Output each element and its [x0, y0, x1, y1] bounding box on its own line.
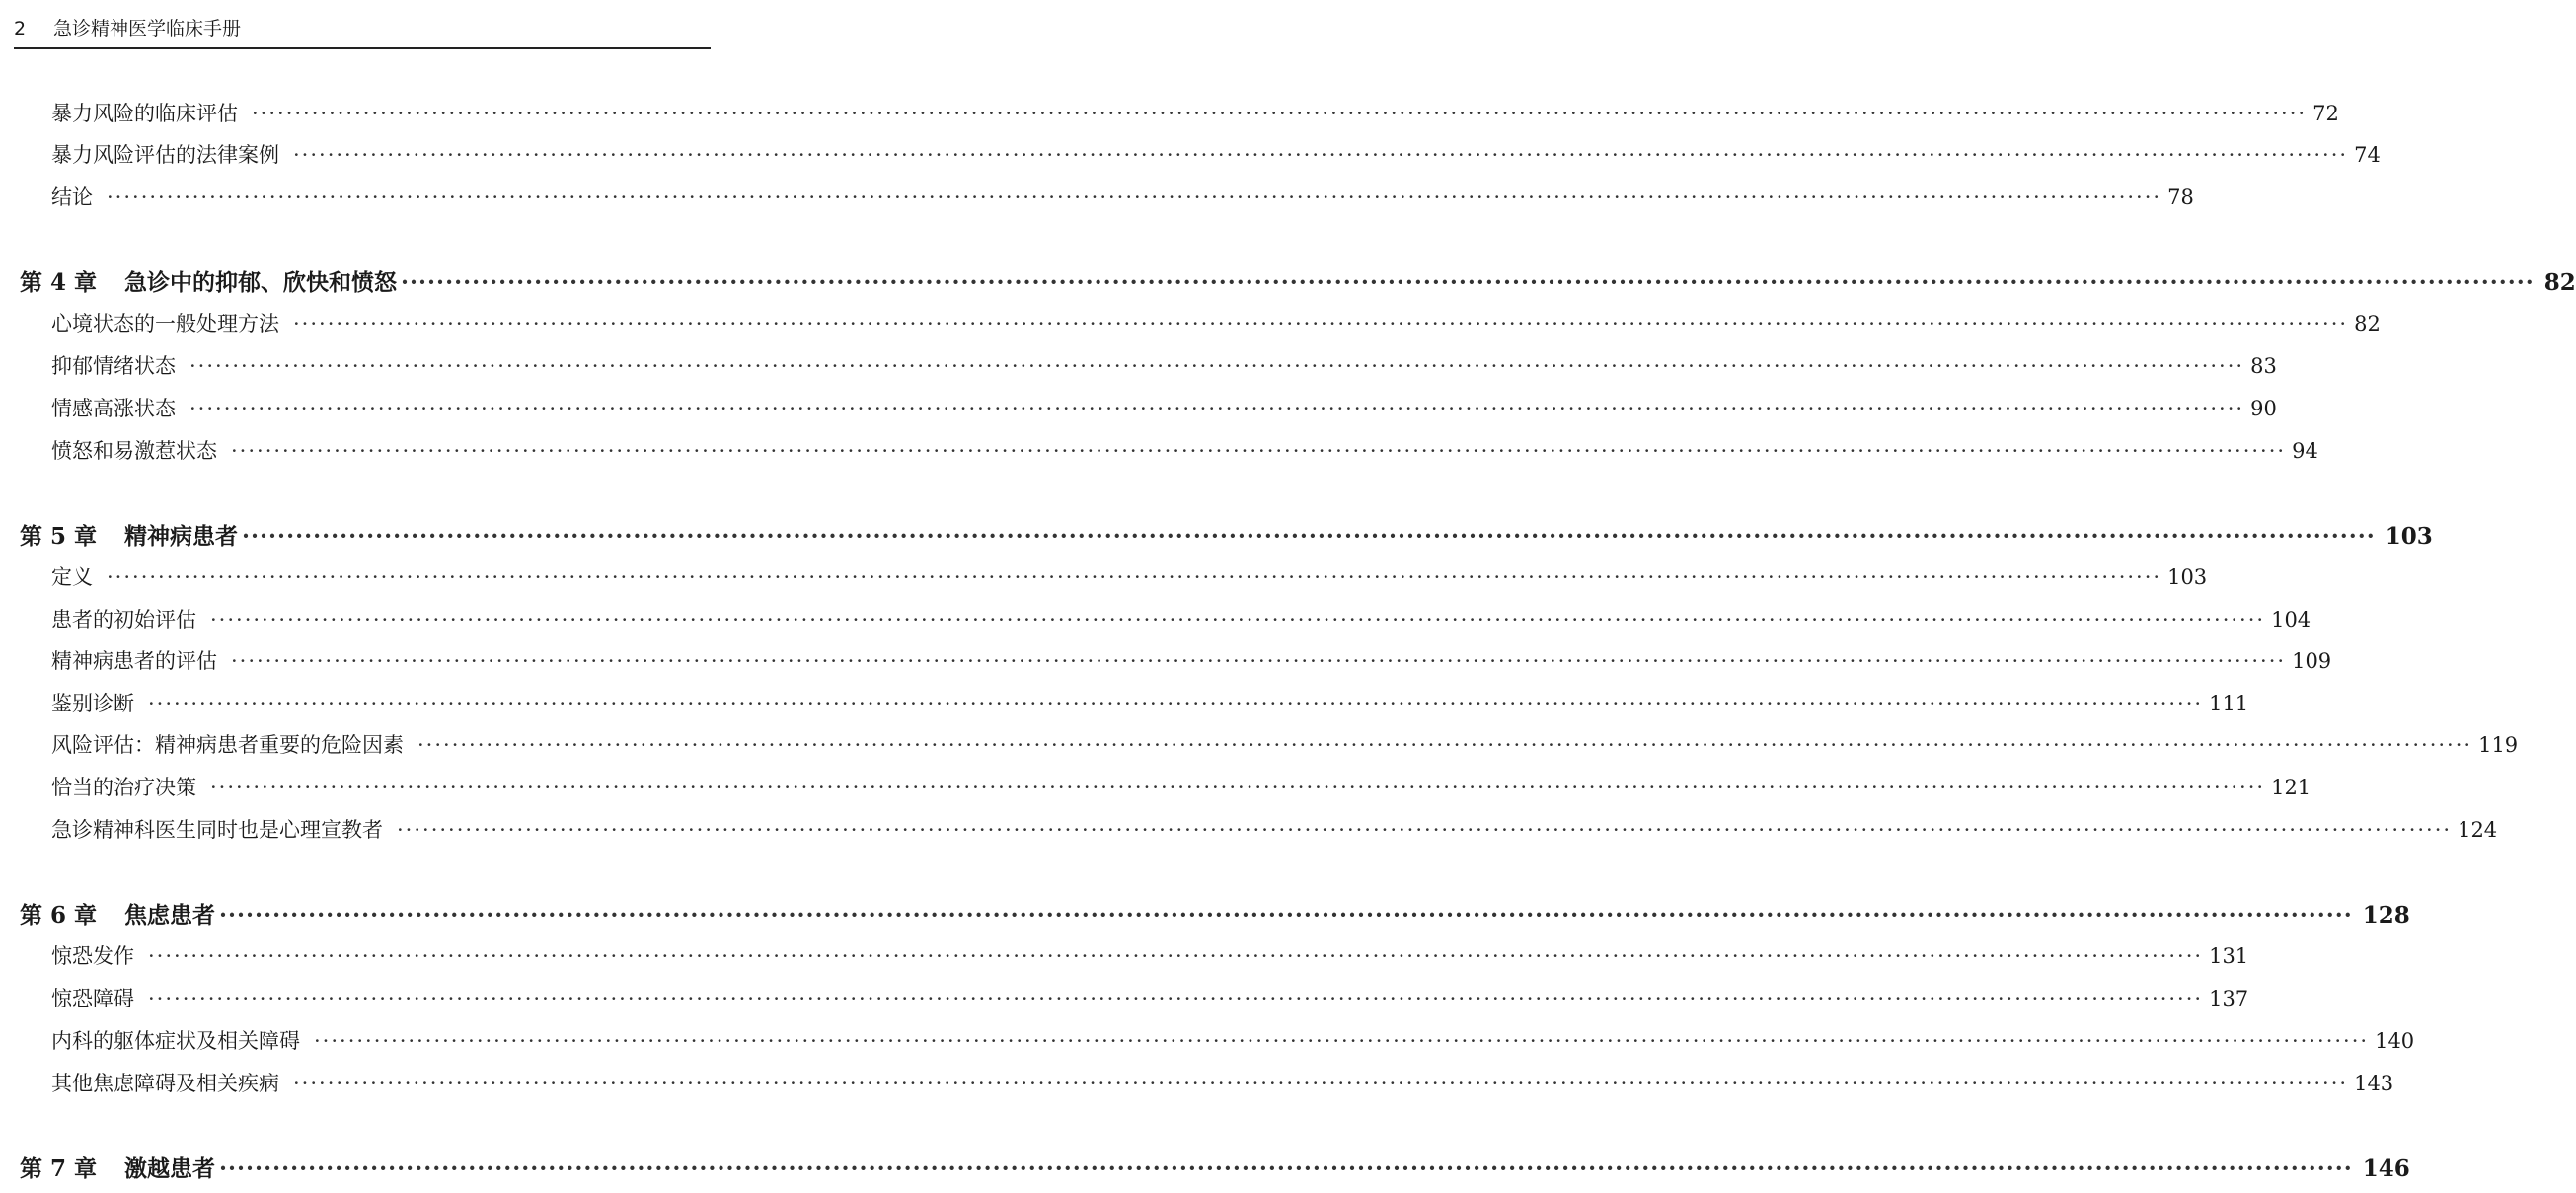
section-entry[interactable]	[51, 431, 2318, 471]
chapter-entry[interactable]	[20, 517, 2433, 557]
chapter-entry[interactable]	[20, 263, 2576, 303]
chapter-heading	[20, 1150, 215, 1189]
page-number: 131	[2209, 944, 2249, 968]
chapter-heading	[20, 263, 397, 303]
section-title: 情感高涨状态	[51, 397, 176, 420]
section-entry[interactable]	[51, 768, 2311, 807]
page-number: 121	[2271, 776, 2311, 799]
dot-leader: ················································································································································································································································	[189, 354, 2245, 378]
page-number: 111	[2209, 692, 2249, 715]
dot-leader: ················································································································································································································································	[417, 733, 2473, 757]
section-title: 精神病患者的评估	[51, 649, 217, 673]
section-entry[interactable]	[51, 94, 2339, 133]
section-title: 风险评估：精神病患者重要的危险因素	[51, 733, 404, 757]
dot-leader: ················································································································································································································································	[293, 1072, 2349, 1095]
section-entry[interactable]	[51, 600, 2311, 639]
page-number: 74	[2354, 143, 2381, 167]
section-entry[interactable]	[51, 389, 2277, 428]
section-entry[interactable]	[51, 936, 2249, 976]
chapter-entry[interactable]	[20, 896, 2410, 935]
section-title: 患者的初始评估	[51, 608, 196, 632]
page-number: 128	[2362, 902, 2410, 929]
header-page-number: 2	[14, 18, 27, 39]
chapter-number: 第 5 章	[20, 523, 98, 550]
section-title: 愤怒和易激惹状态	[51, 439, 217, 463]
section-title: 心境状态的一般处理方法	[51, 312, 279, 336]
section-entry[interactable]	[51, 178, 2194, 217]
section-entry[interactable]	[51, 684, 2249, 723]
dot-leader: ················································································································································································································································	[231, 439, 2287, 463]
section-title: 定义	[51, 565, 93, 589]
section-title: 恰当的治疗决策	[51, 776, 196, 799]
page-number: 90	[2250, 397, 2277, 420]
section-title: 内科的躯体症状及相关障碍	[51, 1029, 300, 1053]
page-number: 82	[2543, 269, 2576, 296]
page-number: 143	[2354, 1072, 2394, 1095]
page-number: 104	[2271, 608, 2311, 632]
page-number: 140	[2375, 1029, 2415, 1053]
dot-leader: ················································································································································································································································	[242, 523, 2376, 550]
section-entry[interactable]	[51, 135, 2381, 175]
section-title: 其他焦虑障碍及相关疾病	[51, 1072, 279, 1095]
chapter-heading	[20, 517, 238, 557]
dot-leader: ················································································································································································································································	[219, 1156, 2353, 1182]
chapter-number: 第 4 章	[20, 269, 98, 296]
header-book-title: 急诊精神医学临床手册	[53, 18, 242, 39]
running-header	[14, 14, 711, 49]
section-entry[interactable]	[51, 810, 2498, 850]
page-number: 83	[2250, 354, 2277, 378]
chapter-number: 第 6 章	[20, 902, 98, 929]
section-entry[interactable]	[51, 558, 2208, 597]
dot-leader: ················································································································································································································································	[148, 944, 2204, 968]
section-title: 结论	[51, 186, 93, 209]
page-number: 103	[2167, 565, 2208, 589]
section-title: 惊恐发作	[51, 944, 134, 968]
section-entry[interactable]	[51, 1021, 2415, 1061]
section-title: 暴力风险评估的法律案例	[51, 143, 279, 167]
section-entry[interactable]	[51, 304, 2381, 343]
page-number: 82	[2354, 312, 2381, 336]
section-entry[interactable]	[51, 346, 2277, 386]
page-number: 146	[2362, 1156, 2410, 1182]
page-number: 78	[2167, 186, 2194, 209]
section-title: 惊恐障碍	[51, 987, 134, 1010]
chapter-entry[interactable]	[20, 1150, 2410, 1189]
section-entry[interactable]	[51, 725, 2519, 765]
dot-leader: ················································································································································································································································	[314, 1029, 2370, 1053]
section-entry[interactable]	[51, 641, 2332, 681]
section-title: 急诊精神科医生同时也是心理宣教者	[51, 818, 383, 842]
dot-leader: ················································································································································································································································	[397, 818, 2453, 842]
dot-leader: ················································································································································································································································	[148, 692, 2204, 715]
dot-leader: ················································································································································································································································	[293, 143, 2349, 167]
section-title: 暴力风险的临床评估	[51, 102, 238, 125]
dot-leader: ················································································································································································································································	[210, 776, 2266, 799]
page-number: 72	[2312, 102, 2339, 125]
page-number: 109	[2292, 649, 2332, 673]
section-title: 抑郁情绪状态	[51, 354, 176, 378]
page-number: 137	[2209, 987, 2249, 1010]
chapter-title: 激越患者	[124, 1156, 216, 1182]
chapter-number: 第 7 章	[20, 1156, 98, 1182]
dot-leader: ················································································································································································································································	[293, 312, 2349, 336]
dot-leader: ················································································································································································································································	[401, 269, 2535, 296]
dot-leader: ················································································································································································································································	[210, 608, 2266, 632]
page-number: 124	[2458, 818, 2498, 842]
dot-leader: ················································································································································································································································	[107, 565, 2162, 589]
chapter-title: 精神病患者	[124, 523, 239, 550]
section-title: 鉴别诊断	[51, 692, 134, 715]
chapter-title: 焦虑患者	[124, 902, 216, 929]
dot-leader: ················································································································································································································································	[231, 649, 2287, 673]
dot-leader: ················································································································································································································································	[107, 186, 2162, 209]
section-entry[interactable]	[51, 979, 2249, 1018]
page-number: 94	[2292, 439, 2318, 463]
page-number: 119	[2478, 733, 2519, 757]
dot-leader: ················································································································································································································································	[189, 397, 2245, 420]
chapter-heading	[20, 896, 215, 935]
page-number: 103	[2385, 523, 2433, 550]
dot-leader: ················································································································································································································································	[219, 902, 2353, 929]
dot-leader: ················································································································································································································································	[148, 987, 2204, 1010]
section-entry[interactable]	[51, 1064, 2394, 1103]
dot-leader: ················································································································································································································································	[252, 102, 2308, 125]
chapter-title: 急诊中的抑郁、欣快和愤怒	[124, 269, 398, 296]
